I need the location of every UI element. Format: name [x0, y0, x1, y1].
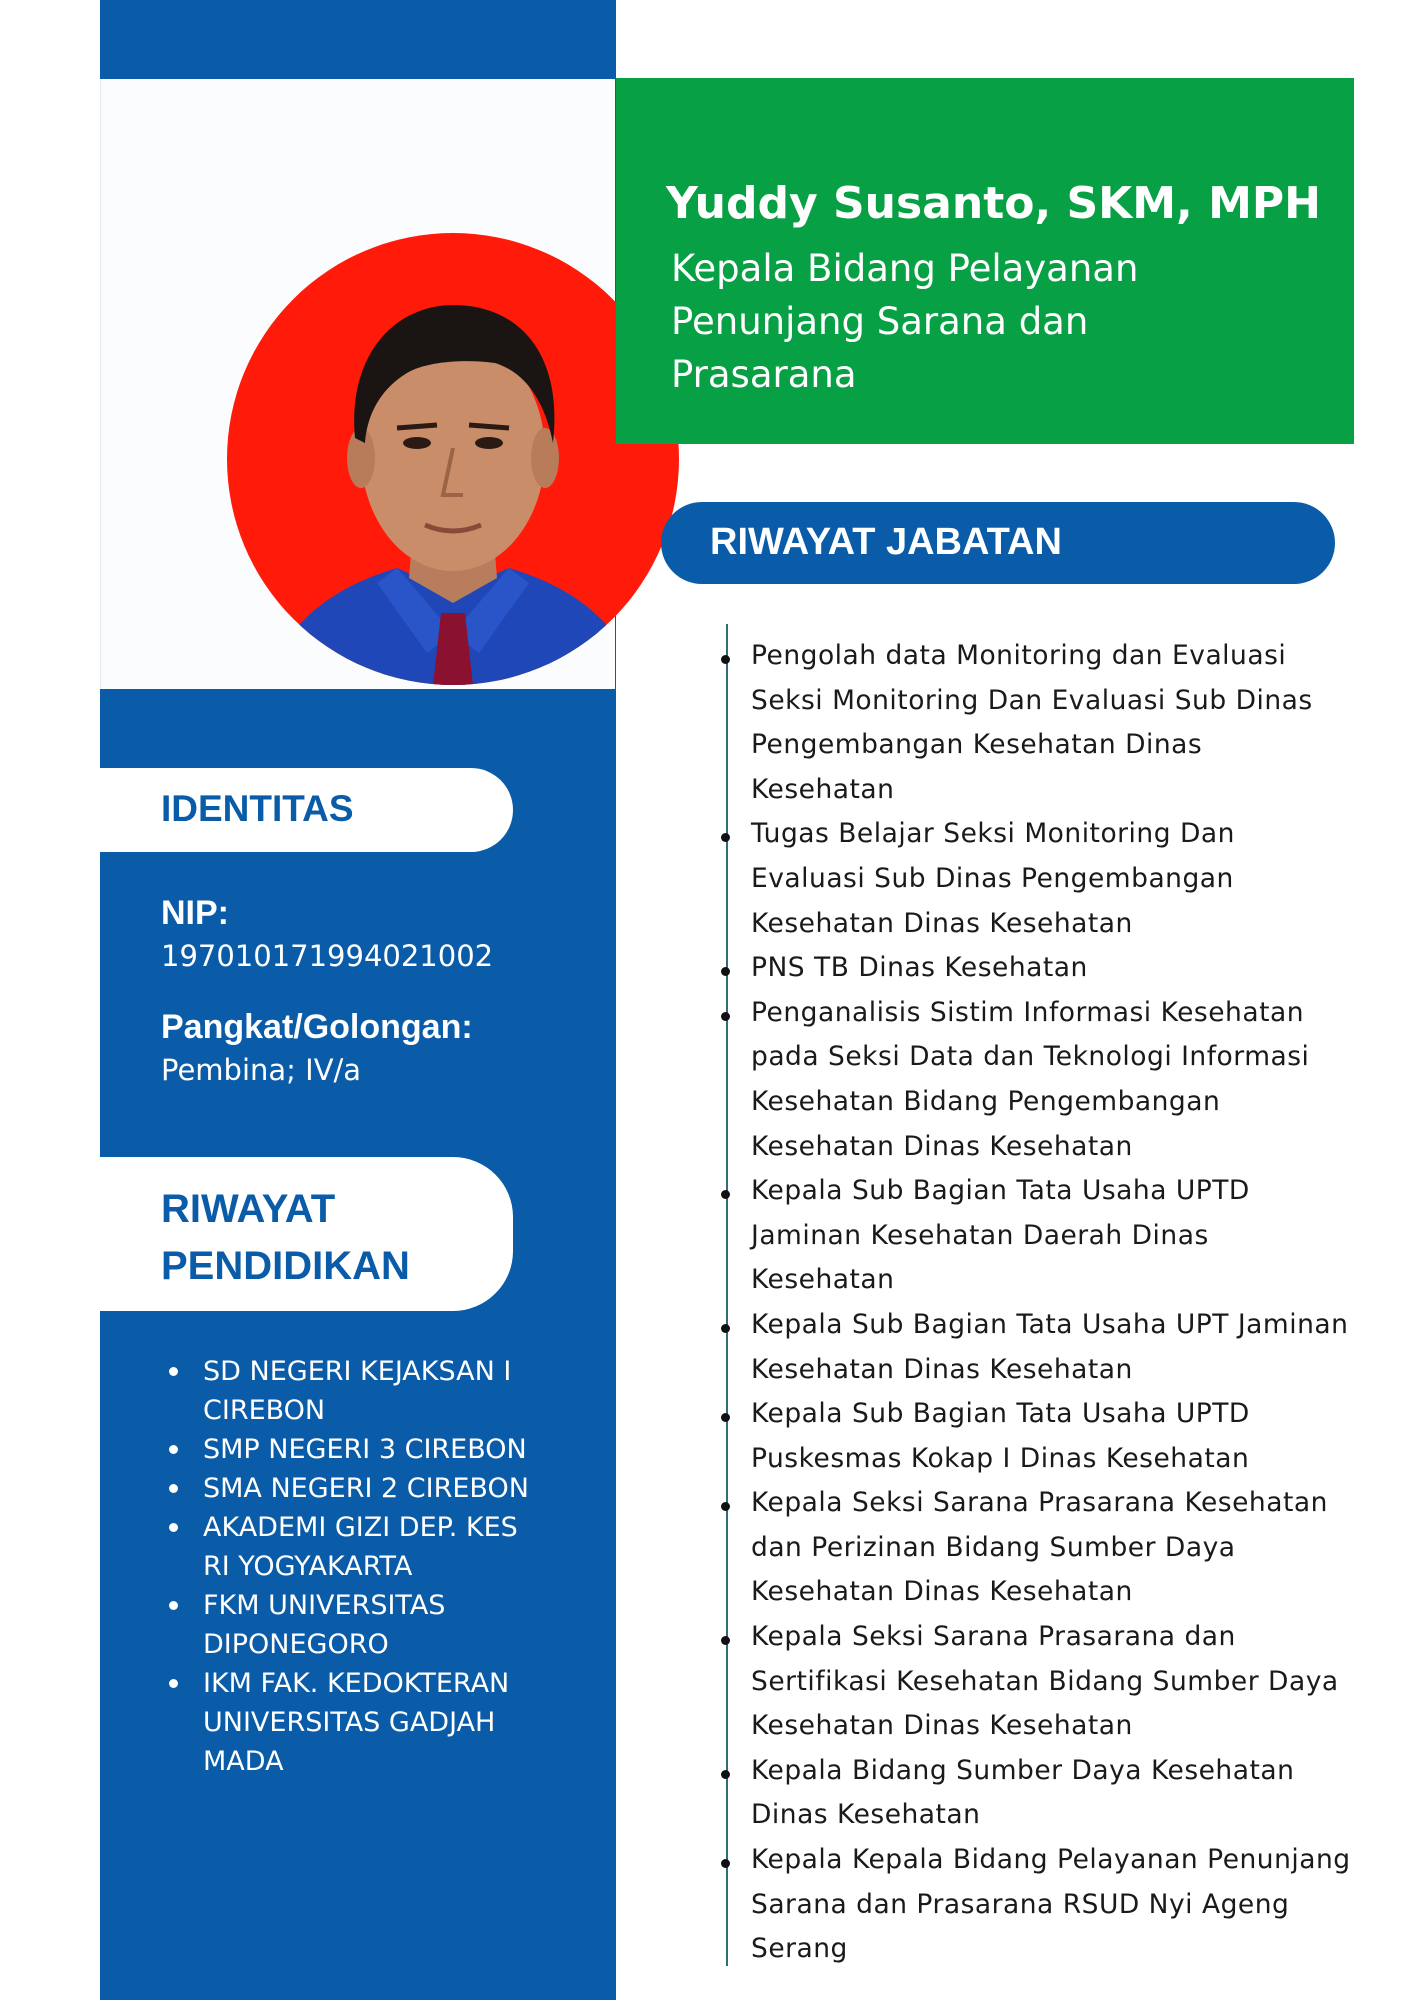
profile-photo: [227, 233, 679, 685]
position-item: Kepala Sub Bagian Tata Usaha UPTD Puskesmas Kokap I Dinas Kesehatan: [751, 1392, 1351, 1481]
nip-field: [161, 894, 493, 973]
nip-value: 197010171994021002: [161, 939, 494, 973]
position-item: Tugas Belajar Seksi Monitoring Dan Evaluasi Sub Dinas Pengembangan Kesehatan Dinas Kesehatan: [751, 812, 1351, 946]
position-item: Kepala Seksi Sarana Prasarana dan Sertifikasi Kesehatan Bidang Sumber Daya Kesehatan Dinas Kesehatan: [751, 1615, 1351, 1749]
education-item: AKADEMI GIZI DEP. KES RI YOGYAKARTA: [161, 1508, 551, 1586]
jabatan-heading: RIWAYAT JABATAN: [710, 521, 1062, 563]
position-item: Kepala Kepala Bidang Pelayanan Penunjang Sarana dan Prasarana RSUD Nyi Ageng Serang: [751, 1838, 1351, 1972]
position-item: Kepala Sub Bagian Tata Usaha UPTD Jaminan Kesehatan Daerah Dinas Kesehatan: [751, 1169, 1351, 1303]
nip-label: NIP:: [161, 894, 229, 932]
position-history-list: [751, 634, 1351, 1972]
header-banner: [616, 78, 1354, 444]
position-item: Kepala Sub Bagian Tata Usaha UPT Jaminan Kesehatan Dinas Kesehatan: [751, 1303, 1351, 1392]
jabatan-heading-pill: [661, 502, 1335, 584]
education-item: FKM UNIVERSITAS DIPONEGORO: [161, 1586, 551, 1664]
position-item: PNS TB Dinas Kesehatan: [751, 946, 1351, 991]
pendidikan-heading-pill: [100, 1157, 513, 1311]
identitas-heading-pill: [100, 768, 513, 852]
person-job-title: Kepala Bidang Pelayanan Penunjang Sarana dan Prasarana: [671, 247, 1139, 396]
education-item: SMP NEGERI 3 CIREBON: [161, 1430, 551, 1469]
timeline-line: [726, 624, 728, 1966]
photo-panel: [100, 79, 615, 689]
pendidikan-heading: RIWAYAT PENDIDIKAN: [161, 1187, 410, 1288]
education-item: SD NEGERI KEJAKSAN I CIREBON: [161, 1352, 551, 1430]
education-list: [161, 1352, 551, 1781]
identitas-heading: IDENTITAS: [161, 788, 354, 829]
education-item: SMA NEGERI 2 CIREBON: [161, 1469, 551, 1508]
rank-value: Pembina; IV/a: [161, 1053, 362, 1087]
position-item: Penganalisis Sistim Informasi Kesehatan pada Seksi Data dan Teknologi Informasi Kesehatan Bidang Pengembangan Kesehatan Dinas Kesehatan: [751, 991, 1351, 1169]
position-item: Kepala Seksi Sarana Prasarana Kesehatan dan Perizinan Bidang Sumber Daya Kesehatan Dinas Kesehatan: [751, 1481, 1351, 1615]
education-item: IKM FAK. KEDOKTERAN UNIVERSITAS GADJAH MADA: [161, 1664, 551, 1781]
person-name: Yuddy Susanto, SKM, MPH: [666, 178, 1321, 229]
position-item: Pengolah data Monitoring dan Evaluasi Seksi Monitoring Dan Evaluasi Sub Dinas Pengembangan Kesehatan Dinas Kesehatan: [751, 634, 1351, 812]
position-item: Kepala Bidang Sumber Daya Kesehatan Dinas Kesehatan: [751, 1749, 1351, 1838]
rank-label: Pangkat/Golongan:: [161, 1008, 473, 1046]
rank-field: [161, 1008, 473, 1087]
profile-photo-portrait: [227, 233, 679, 685]
